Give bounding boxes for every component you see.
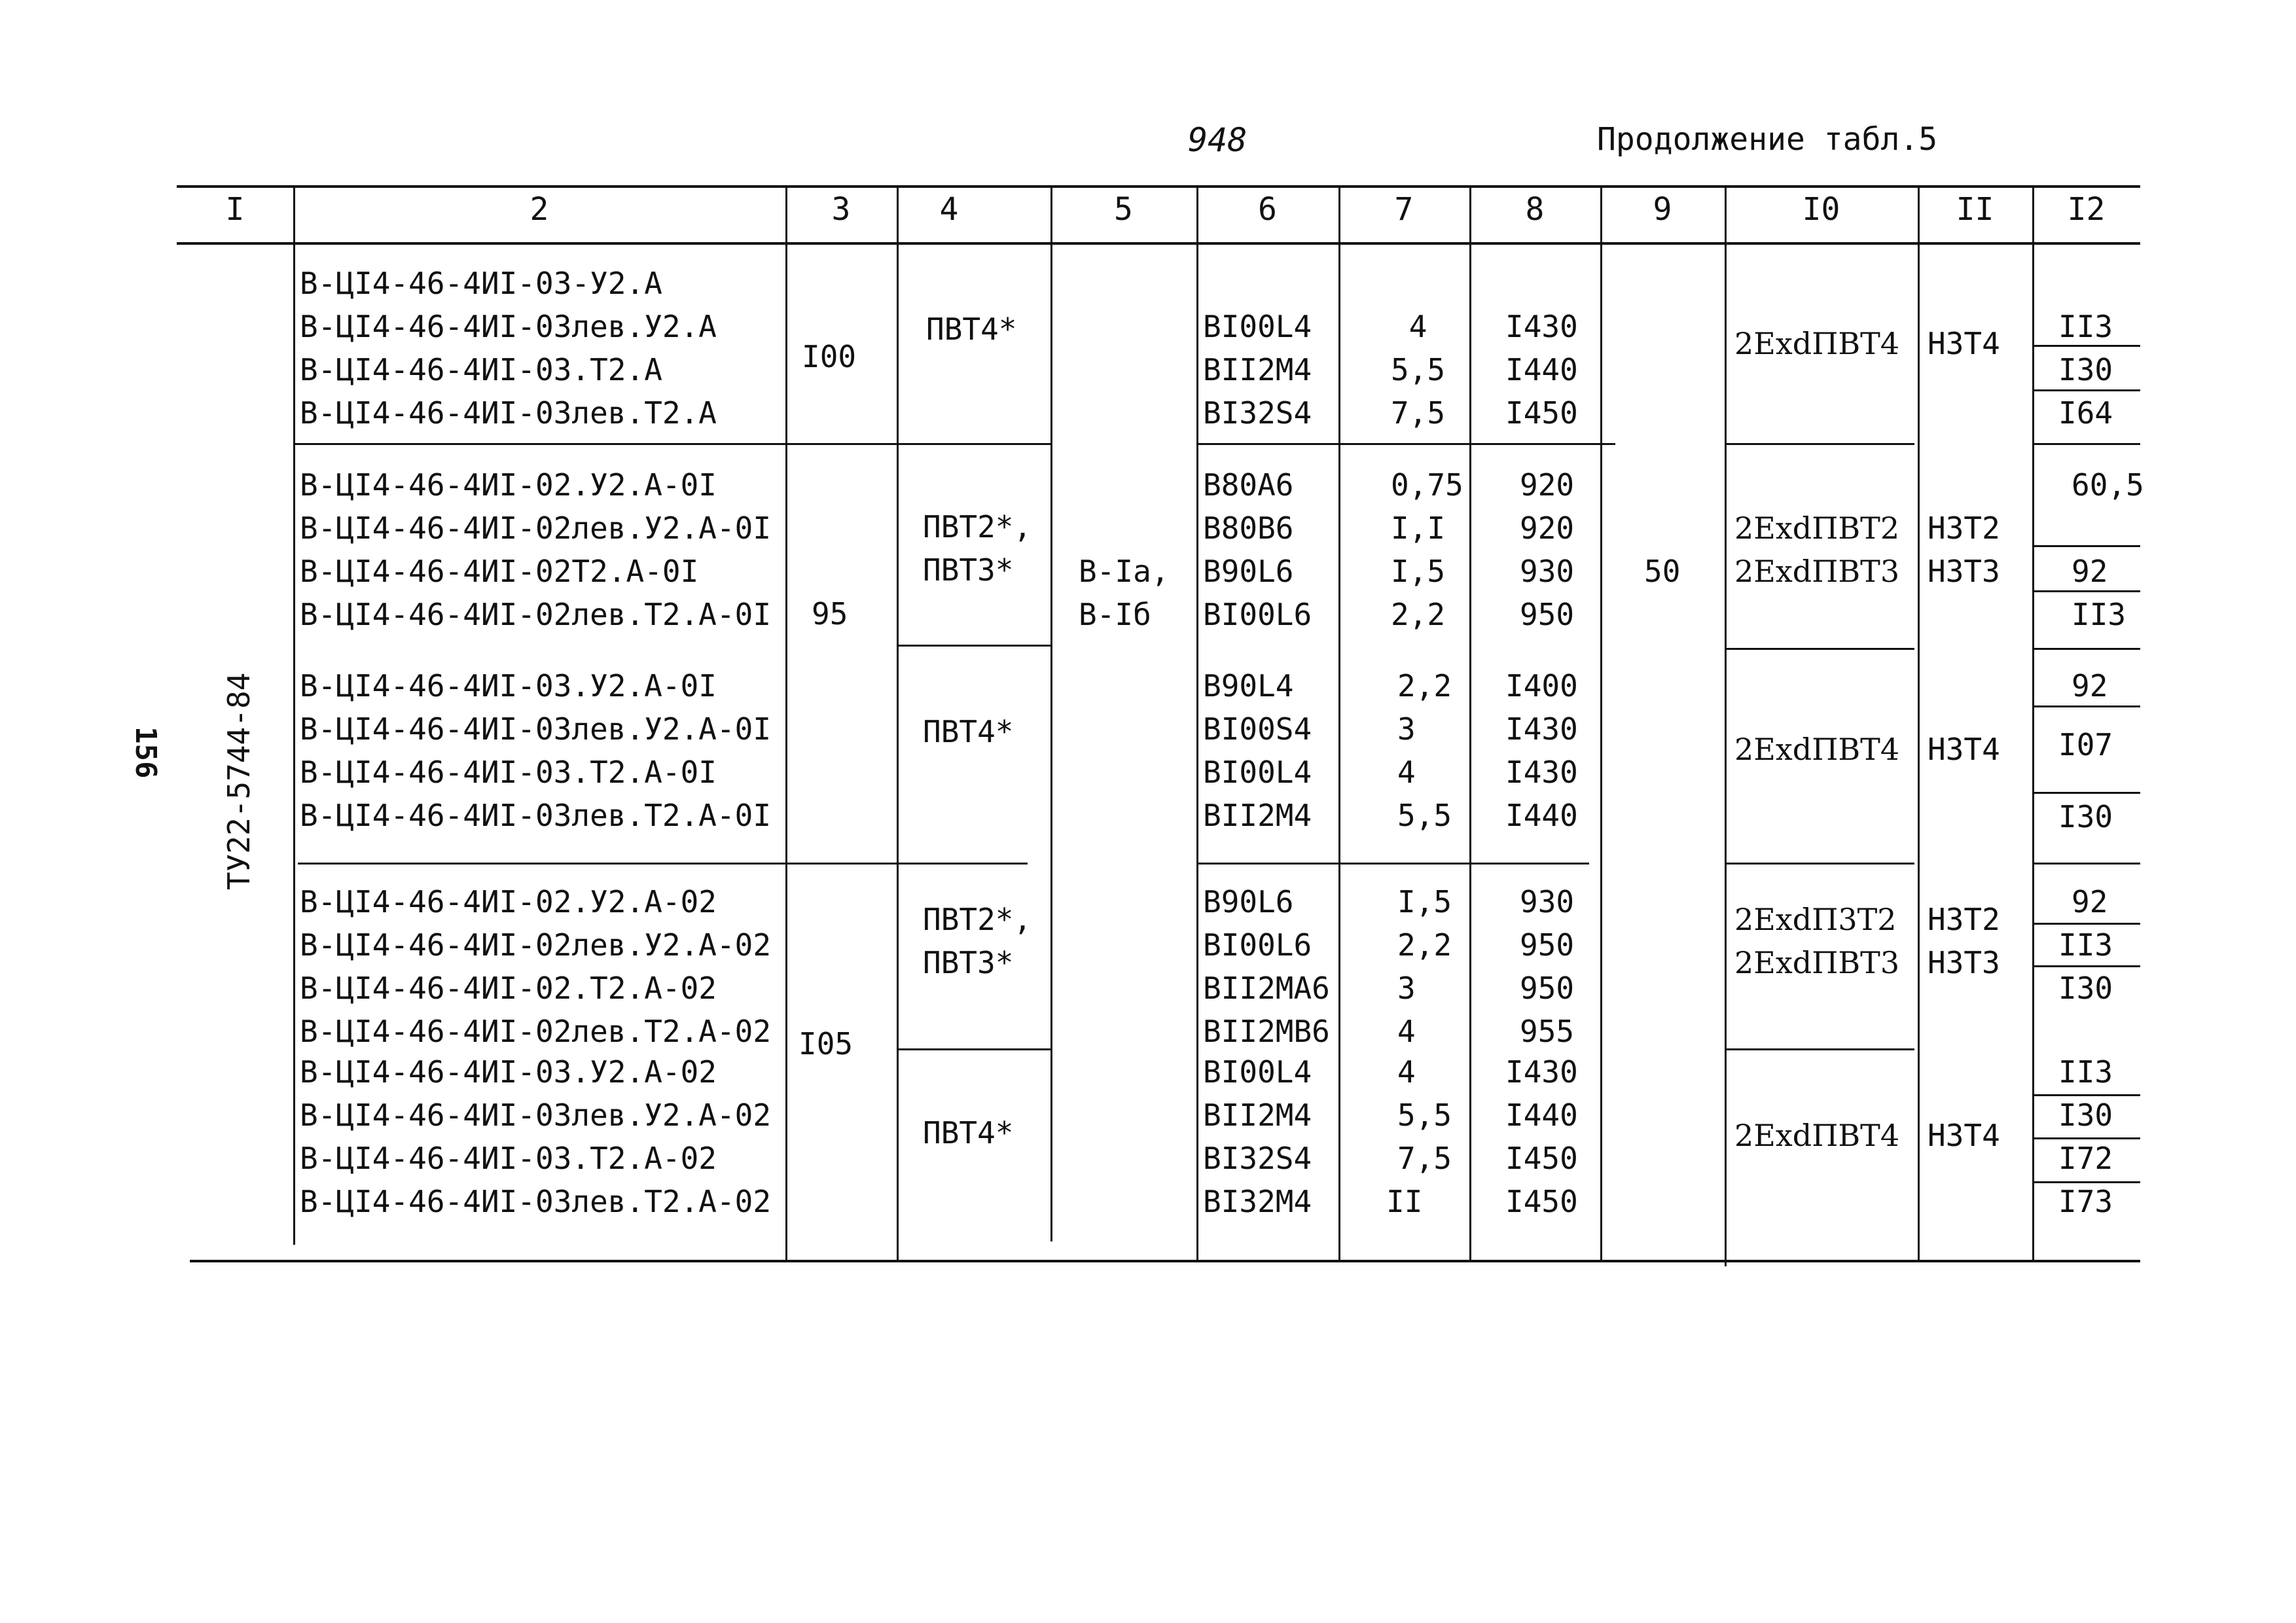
power: 2,2	[1397, 668, 1452, 704]
col12-list	[2072, 550, 2126, 636]
engine: B90L6	[1203, 554, 1294, 589]
col11-value: Н3Т2	[1928, 902, 2000, 937]
col4-value: ПВТ2*,	[923, 509, 1032, 544]
group-rule	[1196, 443, 1615, 445]
col12-value: 92	[2072, 884, 2108, 919]
group-rule	[298, 863, 1028, 865]
engine: BII2M4	[1203, 798, 1312, 833]
model-name: В-ЦI4-46-4ИI-02.У2.А-02	[300, 884, 717, 919]
col10-value: 2ExdПВТ2	[1734, 510, 1900, 546]
rpm: I430	[1505, 309, 1578, 344]
col10-value: 2ExdП3Т2	[1734, 902, 1897, 937]
engine: B90L6	[1203, 884, 1294, 919]
col10-value: 2ExdПВТ4	[1734, 1118, 1900, 1153]
engine: BI00L4	[1203, 309, 1312, 344]
rpm: 950	[1520, 597, 1575, 632]
col12-value: I30	[2058, 352, 2113, 387]
model-name: В-ЦI4-46-4ИI-03.У2.А-0I	[300, 668, 717, 704]
col4-value: ПВТ4*	[923, 714, 1014, 749]
rpm-list	[1520, 463, 1574, 636]
group-rule	[1725, 1048, 1914, 1050]
col11-value: Н3Т4	[1928, 326, 2000, 361]
power-list	[1397, 880, 1452, 1053]
col4-value: ПВТ3*	[923, 945, 1014, 980]
power: 5,5	[1397, 798, 1452, 833]
rpm: I430	[1505, 755, 1578, 790]
engine: BII2MB6	[1203, 1014, 1330, 1049]
col-header-4: 4	[939, 191, 959, 228]
col12-list	[2058, 305, 2113, 435]
col12-value: II3	[2072, 597, 2126, 632]
col9-value: 50	[1644, 554, 1681, 589]
col12-value: II3	[2058, 927, 2113, 963]
col12-value: I72	[2058, 1141, 2113, 1176]
engine: BI32S4	[1203, 1141, 1312, 1176]
col-header-3: 3	[831, 191, 851, 228]
engines-list	[1203, 463, 1312, 636]
rpm: I430	[1505, 711, 1578, 747]
engine: BI32M4	[1203, 1184, 1312, 1219]
col-rule	[1469, 188, 1471, 1260]
col-header-10: I0	[1802, 191, 1840, 228]
continuation-caption: Продолжение табл.5	[1597, 121, 1938, 158]
col10-value: 2ExdПВТ4	[1734, 732, 1900, 767]
model-name: В-ЦI4-46-4ИI-03.Т2.А-0I	[300, 755, 717, 790]
col-rule	[1918, 188, 1920, 1260]
power: 2,2	[1391, 597, 1446, 632]
engine: BI00L6	[1203, 927, 1312, 963]
model-name: В-ЦI4-46-4ИI-02лев.Т2.А-02	[300, 1014, 772, 1049]
col12-value: I73	[2058, 1184, 2113, 1219]
col-rule	[1338, 188, 1340, 1260]
power: II	[1386, 1184, 1423, 1219]
model-name: В-ЦI4-46-4ИI-03лев.Т2.А-0I	[300, 798, 772, 833]
model-name: В-ЦI4-46-4ИI-02лев.У2.А-0I	[300, 510, 772, 546]
models-list	[300, 262, 717, 435]
power: 4	[1397, 1014, 1416, 1049]
group-rule	[1196, 863, 1589, 865]
rpm: I450	[1505, 1184, 1578, 1219]
rpm: I440	[1505, 798, 1578, 833]
col-header-9: 9	[1653, 191, 1672, 228]
col12-value: I30	[2058, 1097, 2113, 1133]
rpm-list	[1520, 880, 1574, 1053]
col11-value: Н3Т4	[1928, 1118, 2000, 1153]
models-list	[300, 664, 771, 837]
rpm: I440	[1505, 1097, 1578, 1133]
col12-value: I07	[2058, 727, 2113, 762]
group-rule	[295, 443, 1050, 445]
rpm: I450	[1505, 395, 1578, 431]
col12-value: I30	[2058, 799, 2113, 834]
col-header-7: 7	[1394, 191, 1414, 228]
rpm-list	[1505, 664, 1578, 837]
models-list	[300, 463, 771, 636]
col-rule	[2032, 188, 2034, 1260]
engine: BI00L4	[1203, 755, 1312, 790]
power: 2,2	[1397, 927, 1452, 963]
col-header-5: 5	[1114, 191, 1133, 228]
col3-value: I05	[798, 1026, 853, 1061]
group-rule	[2032, 443, 2140, 445]
model-name: В-ЦI4-46-4ИI-03.Т2.А-02	[300, 1141, 717, 1176]
rpm: 955	[1520, 1014, 1575, 1049]
col10-value: 2ExdПВТ3	[1734, 554, 1900, 589]
power: I,5	[1391, 554, 1446, 589]
col5-value: В-Iб	[1079, 597, 1151, 632]
c12-rule	[2032, 545, 2140, 547]
power-list	[1391, 463, 1463, 636]
col12-value: 92	[2072, 668, 2108, 704]
side-document-code: ТУ22-5744-84	[221, 672, 257, 890]
group-rule	[1725, 648, 1914, 650]
power-list	[1397, 664, 1452, 837]
col-rule	[1600, 188, 1602, 1260]
col12-value: II3	[2058, 309, 2113, 344]
col4-value: ПВТ3*	[923, 552, 1014, 588]
rpm-list	[1505, 305, 1578, 435]
power: 0,75	[1391, 467, 1463, 503]
engine: B80B6	[1203, 510, 1294, 546]
col-rule	[293, 188, 295, 1245]
power-list	[1391, 305, 1445, 435]
engine: BII2M4	[1203, 352, 1312, 387]
col3-value: 95	[812, 596, 848, 632]
col10-value: 2ExdПВТ4	[1734, 326, 1900, 361]
model-name: В-ЦI4-46-4ИI-02Т2.А-0I	[300, 554, 699, 589]
rpm: 950	[1520, 927, 1575, 963]
models-list	[300, 880, 771, 1053]
power: 4	[1397, 1054, 1416, 1090]
rpm: I400	[1505, 668, 1578, 704]
engines-list	[1203, 880, 1330, 1053]
power: 5,5	[1397, 1097, 1452, 1133]
model-name: В-ЦI4-46-4ИI-02лев.Т2.А-0I	[300, 597, 772, 632]
col5-list	[1079, 550, 1169, 636]
rpm: 930	[1520, 554, 1575, 589]
rpm: I450	[1505, 1141, 1578, 1176]
model-name: В-ЦI4-46-4ИI-03лев.У2.А	[300, 309, 717, 344]
col10-value: 2ExdПВТ3	[1734, 945, 1900, 980]
rpm: 920	[1520, 510, 1575, 546]
col12-list	[2058, 880, 2113, 1010]
col4-list	[923, 505, 1031, 592]
model-name: В-ЦI4-46-4ИI-02.Т2.А-02	[300, 971, 717, 1006]
col4-value: ПВТ4*	[923, 1115, 1014, 1150]
col-header-12: I2	[2067, 191, 2106, 228]
engine: B80A6	[1203, 467, 1294, 503]
c12-rule	[2032, 792, 2140, 794]
col4-list	[923, 898, 1031, 984]
rpm-list	[1505, 1050, 1578, 1223]
group-rule	[1725, 443, 1914, 445]
rpm: 930	[1520, 884, 1575, 919]
model-name: В-ЦI4-46-4ИI-03лев.У2.А-02	[300, 1097, 772, 1133]
col-rule	[897, 188, 899, 1260]
col11-value: Н3Т4	[1928, 732, 2000, 767]
col12-list	[2058, 1050, 2113, 1223]
col11-value: Н3Т3	[1928, 554, 2000, 589]
engines-list	[1203, 664, 1312, 837]
model-name: В-ЦI4-46-4ИI-02лев.У2.А-02	[300, 927, 772, 963]
power: 3	[1397, 711, 1416, 747]
col11-value: Н3Т2	[1928, 510, 2000, 546]
group-rule	[2032, 648, 2140, 650]
power: 7,5	[1397, 1141, 1452, 1176]
model-name: В-ЦI4-46-4ИI-03.Т2.А	[300, 352, 662, 387]
power-list	[1386, 1050, 1452, 1223]
power: 5,5	[1391, 352, 1446, 387]
engine: BI32S4	[1203, 395, 1312, 431]
col-rule	[1050, 188, 1052, 1241]
col4-value: ПВТ4*	[926, 312, 1017, 347]
sheet-number: 948	[1188, 121, 1247, 159]
rpm: I430	[1505, 1054, 1578, 1090]
col12-value: 60,5	[2072, 467, 2144, 503]
engine: BI00L6	[1203, 597, 1312, 632]
rpm: 950	[1520, 971, 1575, 1006]
col-header-2: 2	[529, 191, 549, 228]
engines-list	[1203, 305, 1312, 435]
col12-value: 92	[2072, 554, 2108, 589]
power: I,I	[1391, 510, 1446, 546]
engine: B90L4	[1203, 668, 1294, 704]
model-name: В-ЦI4-46-4ИI-03лев.Т2.А	[300, 395, 717, 431]
power: 7,5	[1391, 395, 1446, 431]
col11-list	[1928, 507, 2000, 593]
col11-value: Н3Т3	[1928, 945, 2000, 980]
col5-value: В-Iа,	[1079, 554, 1170, 589]
col11-list	[1928, 898, 2000, 984]
col12-value: I30	[2058, 971, 2113, 1006]
models-list	[300, 1050, 771, 1223]
power: 3	[1397, 971, 1416, 1006]
power: 4	[1397, 755, 1416, 790]
col-rule	[785, 188, 787, 1260]
col10-list	[1734, 507, 1899, 593]
table-top-rule	[177, 185, 2140, 188]
engine: BI00L4	[1203, 1054, 1312, 1090]
group-rule	[897, 645, 1050, 647]
col-header-6: 6	[1258, 191, 1277, 228]
col12-value: II3	[2058, 1054, 2113, 1090]
group-rule	[2032, 863, 2140, 865]
page-number: 156	[129, 726, 162, 779]
header-rule	[177, 242, 2140, 245]
col10-list	[1734, 898, 1899, 984]
col-header-8: 8	[1525, 191, 1545, 228]
col-rule	[1196, 188, 1198, 1260]
engine: BII2M4	[1203, 1097, 1312, 1133]
table-bottom-rule	[190, 1260, 2140, 1262]
engines-list	[1203, 1050, 1312, 1223]
col4-value: ПВТ2*,	[923, 902, 1032, 937]
engine: BII2MA6	[1203, 971, 1330, 1006]
col-rule	[1725, 188, 1727, 1266]
group-rule	[1725, 863, 1914, 865]
rpm: I440	[1505, 352, 1578, 387]
power: I,5	[1397, 884, 1452, 919]
model-name: В-ЦI4-46-4ИI-02.У2.А-0I	[300, 467, 717, 503]
col3-value: I00	[802, 339, 857, 374]
col-header-11: II	[1956, 191, 1994, 228]
col12-value: I64	[2058, 395, 2113, 431]
model-name: В-ЦI4-46-4ИI-03лев.Т2.А-02	[300, 1184, 772, 1219]
model-name: В-ЦI4-46-4ИI-03-У2.А	[300, 266, 662, 301]
power: 4	[1408, 309, 1427, 344]
group-rule	[897, 1048, 1050, 1050]
model-name: В-ЦI4-46-4ИI-03лев.У2.А-0I	[300, 711, 772, 747]
engine: BI00S4	[1203, 711, 1312, 747]
model-name: В-ЦI4-46-4ИI-03.У2.А-02	[300, 1054, 717, 1090]
rpm: 920	[1520, 467, 1575, 503]
col-header-1: I	[225, 191, 245, 228]
